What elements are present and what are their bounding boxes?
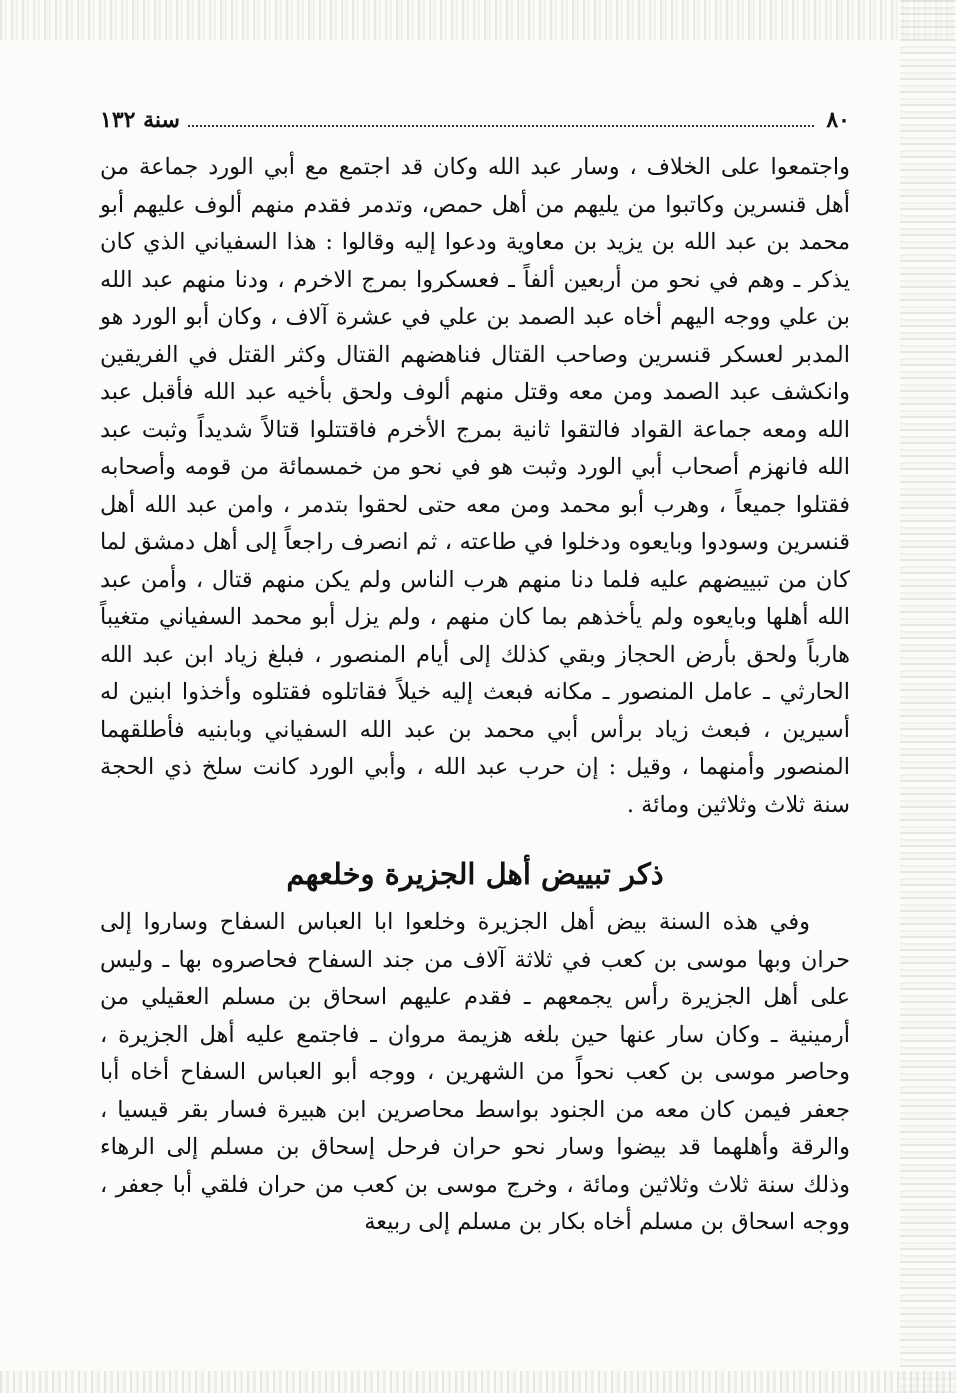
body-paragraph-2: وفي هذه السنة بيض أهل الجزيرة وخلعوا ابا العباس السفاح وساروا إلى حران وبها موسى بن كعب في ثلاثة آلاف من جند السفاح فحاصروه بها ـ وليس على أهل الجزيرة رأس يجمعهم ـ فقدم عليهم اسحاق بن مسلم العقيلي من أرمينية ـ وكان سار عنها حين بلغه هزيمة مروان ـ فاجتمع عليه أهل الجزيرة ، وحاصر موسى بن كعب نحواً من الشهرين ، ووجه أبو العباس السفاح أخاه أبا جعفر فيمن كان معه من الجنود بواسط محاصرين ابن هبيرة فسار بقر قيسيا ، والرقة وأهلهما قد بيضوا وسار نحو حران فرحل إسحاق بن مسلم إلى الرهاء وذلك سنة ثلاث وثلاثين ومائة ، وخرج موسى بن كعب من حران فلقي أبا جعفر ، ووجه اسحاق بن مسلم أخاه بكار بن مسلم إلى ربيعة — [100, 909, 850, 1235]
book-page — [100, 95, 850, 1242]
header-year: سنة ١٣٢ — [100, 107, 180, 133]
page-number: ٨٠ — [826, 107, 850, 133]
scan-edge-top — [0, 0, 956, 40]
dotted-leader — [188, 125, 814, 127]
scan-edge-right — [900, 0, 956, 1393]
body-paragraph-1: واجتمعوا على الخلاف ، وسار عبد الله وكان قد اجتمع مع أبي الورد جماعة من أهل قنسرين وكاتبوا من يليهم من أهل حمص، وتدمر فقدم منهم ألوف عليهم أبو محمد بن عبد الله بن يزيد بن معاوية ودعوا إليه وقالوا : هذا السفياني الذي كان يذكر ـ وهم في نحو من أربعين ألفاً ـ فعسكروا بمرج الاخرم ، ودنا منهم عبد الله بن علي ووجه اليهم أخاه عبد الصمد بن علي في عشرة آلاف ، وكان أبو الورد هو المدبر لعسكر قنسرين وصاحب القتال فناهضهم القتال وكثر القتل في الفريقين وانكشف عبد الصمد ومن معه وقتل منهم ألوف ولحق بأخيه عبد الله فأقبل عبد الله ومعه جماعة القواد فالتقوا ثانية بمرج الأخرم فاقتتلوا قتالاً شديداً وثبت عبد الله فانهزم أصحاب أبي الورد وثبت هو في نحو من خمسمائة من قومه وأصحابه فقتلوا جميعاً ، وهرب أبو محمد ومن معه حتى لحقوا بتدمر ، وامن عبد الله أهل قنسرين وسودوا وبايعوه ودخلوا في طاعته ، ثم انصرف راجعاً إلى أهل دمشق لما كان من تبييضهم عليه فلما دنا منهم هرب الناس ولم يكن منهم قتال ، وأمن عبد الله أهلها وبايعوه ولم يأخذهم بما كان منهم ، ولم يزل أبو محمد السفياني متغيباً هارباً ولحق بأرض الحجاز وبقي كذلك إلى أيام المنصور ، فبلغ زياد ابن عبد الله الحارثي ـ عامل المنصور ـ مكانه فبعث إليه خيلاً فقاتلوه فقتلوه وأخذوا ابنين له أسيرين ، فبعث زياد برأس أبي محمد بن عبد الله السفياني وبابنيه فأطلقهما المنصور وأمنهما ، وقيل : إن حرب عبد الله ، وأبي الورد كانت سلخ ذي الحجة سنة ثلاث وثلاثين ومائة . — [100, 154, 850, 818]
scan-edge-bottom — [0, 1371, 956, 1393]
section-heading: ذكر تبييض أهل الجزيرة وخلعهم — [286, 857, 664, 891]
running-header — [100, 95, 850, 145]
